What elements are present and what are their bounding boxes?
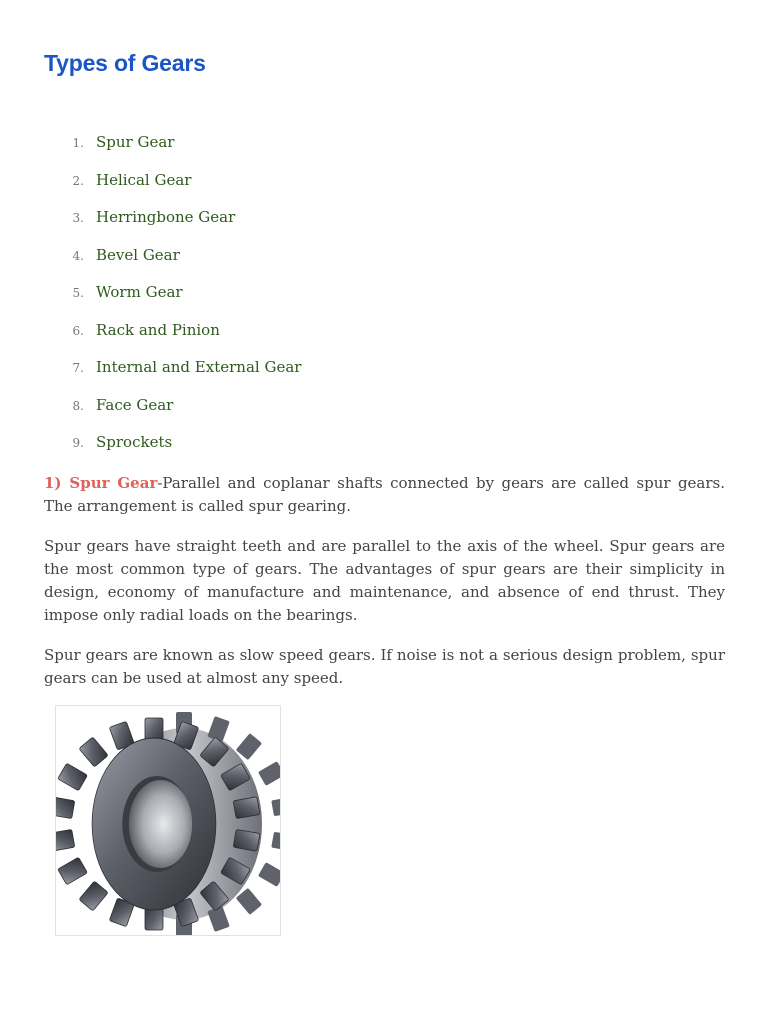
article-body	[44, 472, 725, 706]
spur-gear-intro	[44, 472, 725, 519]
list-item	[44, 246, 301, 284]
list-item-link[interactable]: Face Gear	[96, 395, 174, 414]
list-item	[44, 133, 301, 171]
list-item-link[interactable]: Internal and External Gear	[96, 358, 302, 376]
spur-gear-image	[55, 705, 281, 936]
list-item-link[interactable]: Helical Gear	[96, 170, 192, 189]
list-item	[44, 396, 301, 434]
list-item-number: 7.	[72, 361, 84, 375]
list-item	[44, 283, 301, 321]
list-item	[44, 171, 301, 209]
list-item-link[interactable]: Spur Gear	[96, 133, 175, 151]
list-item-number: 4.	[72, 248, 84, 263]
list-item-link[interactable]: Bevel Gear	[96, 245, 180, 264]
list-item	[44, 433, 301, 471]
list-item-number: 8.	[72, 398, 84, 413]
spur-gear-definition: -Parallel and coplanar shafts connected by gears are called spur gears. The arrangement is called spur gearing.	[44, 474, 726, 516]
list-item	[44, 358, 301, 396]
spur-gear-speed-note: Spur gears are known as slow speed gears. If noise is not a serious design problem, spur gears can be used at almost any speed.	[44, 645, 725, 688]
list-item-link[interactable]: Rack and Pinion	[96, 320, 220, 339]
list-item-link[interactable]: Herringbone Gear	[96, 208, 236, 226]
list-item-number: 1.	[72, 136, 84, 150]
list-item	[44, 208, 301, 246]
list-item-link[interactable]: Worm Gear	[96, 283, 183, 301]
list-item-number: 6.	[72, 323, 84, 338]
spur-gear-description: Spur gears have straight teeth and are parallel to the axis of the wheel. Spur gears are the most common type of gears. The advantages of spur gears are their simplicity in design, economy of manufacture and maintenance, and absence of end thrust. They impose only radial loads on the bearings.	[44, 536, 725, 625]
gear-types-list	[44, 133, 301, 471]
spur-gear-photo-icon	[56, 706, 280, 935]
list-item-number: 3.	[72, 211, 84, 225]
list-item	[44, 321, 301, 359]
list-item-number: 5.	[72, 286, 84, 300]
list-item-number: 9.	[72, 436, 84, 450]
list-item-number: 2.	[72, 173, 84, 188]
section-heading-spur-gear: 1) Spur Gear	[44, 474, 158, 492]
list-item-link[interactable]: Sprockets	[96, 433, 173, 451]
page-title: Types of Gears	[44, 50, 206, 76]
